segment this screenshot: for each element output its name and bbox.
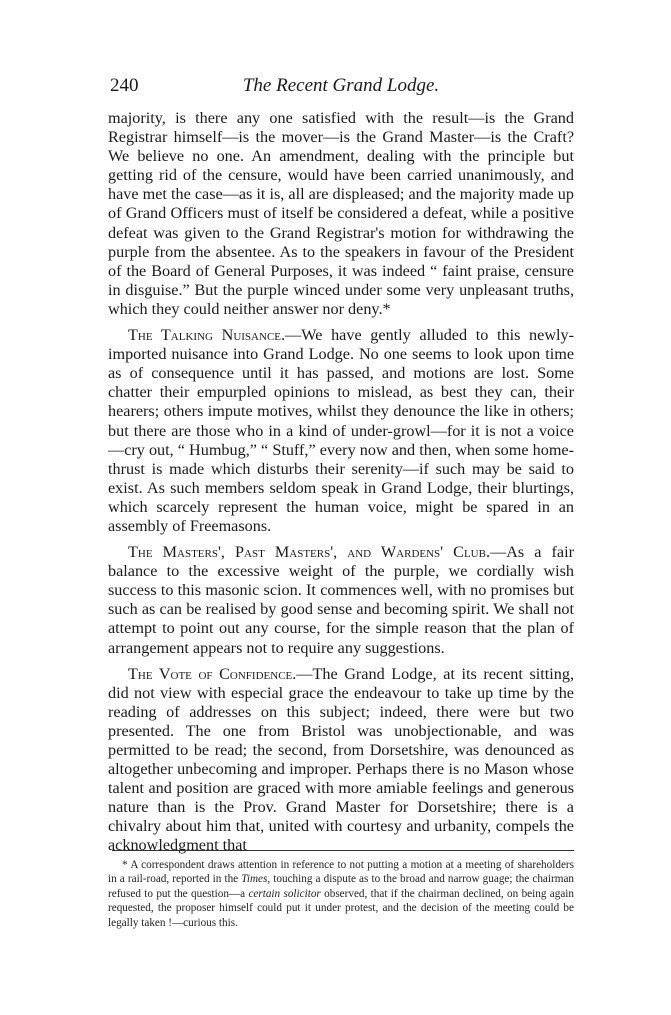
page-body xyxy=(108,109,574,863)
paragraph-text: —The Grand Lodge, at its recent sitting, did not view with especial grace the endeavour to take up time by the reading of addresses on this subject; indeed, there were but two presented. The one from Bristol was unobjectionable, and was permitted to be read; the second, from Dorsetshire, was denounced as altogether unbecoming and improper. Perhaps there is no Mason whose talent and position are graced with more amiable feelings and generous nature than is the Prov. Grand Master for Dorsetshire; there is a chivalry about him that, united with courtesy and urbanity, compels the acknowledgment that xyxy=(108,664,574,855)
paragraph-text: —We have gently alluded to this newly-imported nuisance into Grand Lodge. No one seems to look upon time as of consequence until it has passed, and motions are lost. Some chatter their empurpled opinions to mislead, as best they can, their hearers; others impute motives, whilst they denounce the like in others; but there are those who in a kind of under-growl—for it is not a voice—cry out, “ Humbug,” “ Stuff,” every now and then, when some home-thrust is made which disturbs their serenity—if such may be said to exist. As such members seldom speak in Grand Lodge, their blurtings, which scarcely represent the human voice, might be spared in an assembly of Freemasons. xyxy=(108,326,574,535)
footnote xyxy=(108,858,574,930)
page-header xyxy=(108,75,574,97)
paragraph-text: —As a fair balance to the excessive weight of the purple, we cordially wish success to this masonic scion. It commences well, with no promises but such as can be realised by good sense and becoming spirit. We shall not attempt to point out any course, for the simple reason that the plan of arrangement appears not to require any suggestions. xyxy=(108,543,574,657)
footnote-italic: Times xyxy=(241,873,268,886)
section-heading: The Talking Nuisance. xyxy=(128,326,286,345)
footnote-part: observed, that if the chairman declined, on being again requested, the proposer himself could put it under protest, and the decision of the meeting could be legally taken !—curious this. xyxy=(108,887,575,929)
paragraph-vote-of-confidence xyxy=(108,665,574,856)
paragraph-text: majority, is there any one satisfied with the result—is the Grand Registrar himself—is the mover—is the Grand Master—is the Craft? We believe no one. An amendment, dealing with the principle but getting rid of the censure, would have been carried unanimously, and have met the case—as it is, all are displeased; and the majority made up of Grand Officers must of itself be considered a defeat, while a positive defeat was given to the Grand Registrar's motion for withdrawing the purple from the absentee. As to the speakers in favour of the President of the Board of General Purposes, it was indeed “ faint praise, censure in disguise.” But the purple winced under some very unpleasant truths, which they could neither answer nor deny.* xyxy=(108,109,574,318)
paragraph-masters-club xyxy=(108,543,574,658)
section-heading: The Masters', Past Masters', and Wardens' Club. xyxy=(128,543,491,562)
paragraph-continuation xyxy=(108,109,574,319)
section-heading: The Vote of Confidence. xyxy=(128,664,297,683)
footnote-text xyxy=(108,858,574,930)
footnote-italic: certain solicitor xyxy=(248,887,321,900)
running-title: The Recent Grand Lodge. xyxy=(242,75,440,96)
footnote-part: * A correspondent draws attention in reference to not putting a motion at a meeting of shareholders in a rail-road, reported in the xyxy=(108,859,574,886)
paragraph-talking-nuisance xyxy=(108,326,574,536)
page-number: 240 xyxy=(110,75,139,96)
footnote-part: , touching a dispute as to the broad and narrow guage; the chairman refused to put the question—a xyxy=(108,873,574,900)
footnote-divider xyxy=(112,850,574,851)
